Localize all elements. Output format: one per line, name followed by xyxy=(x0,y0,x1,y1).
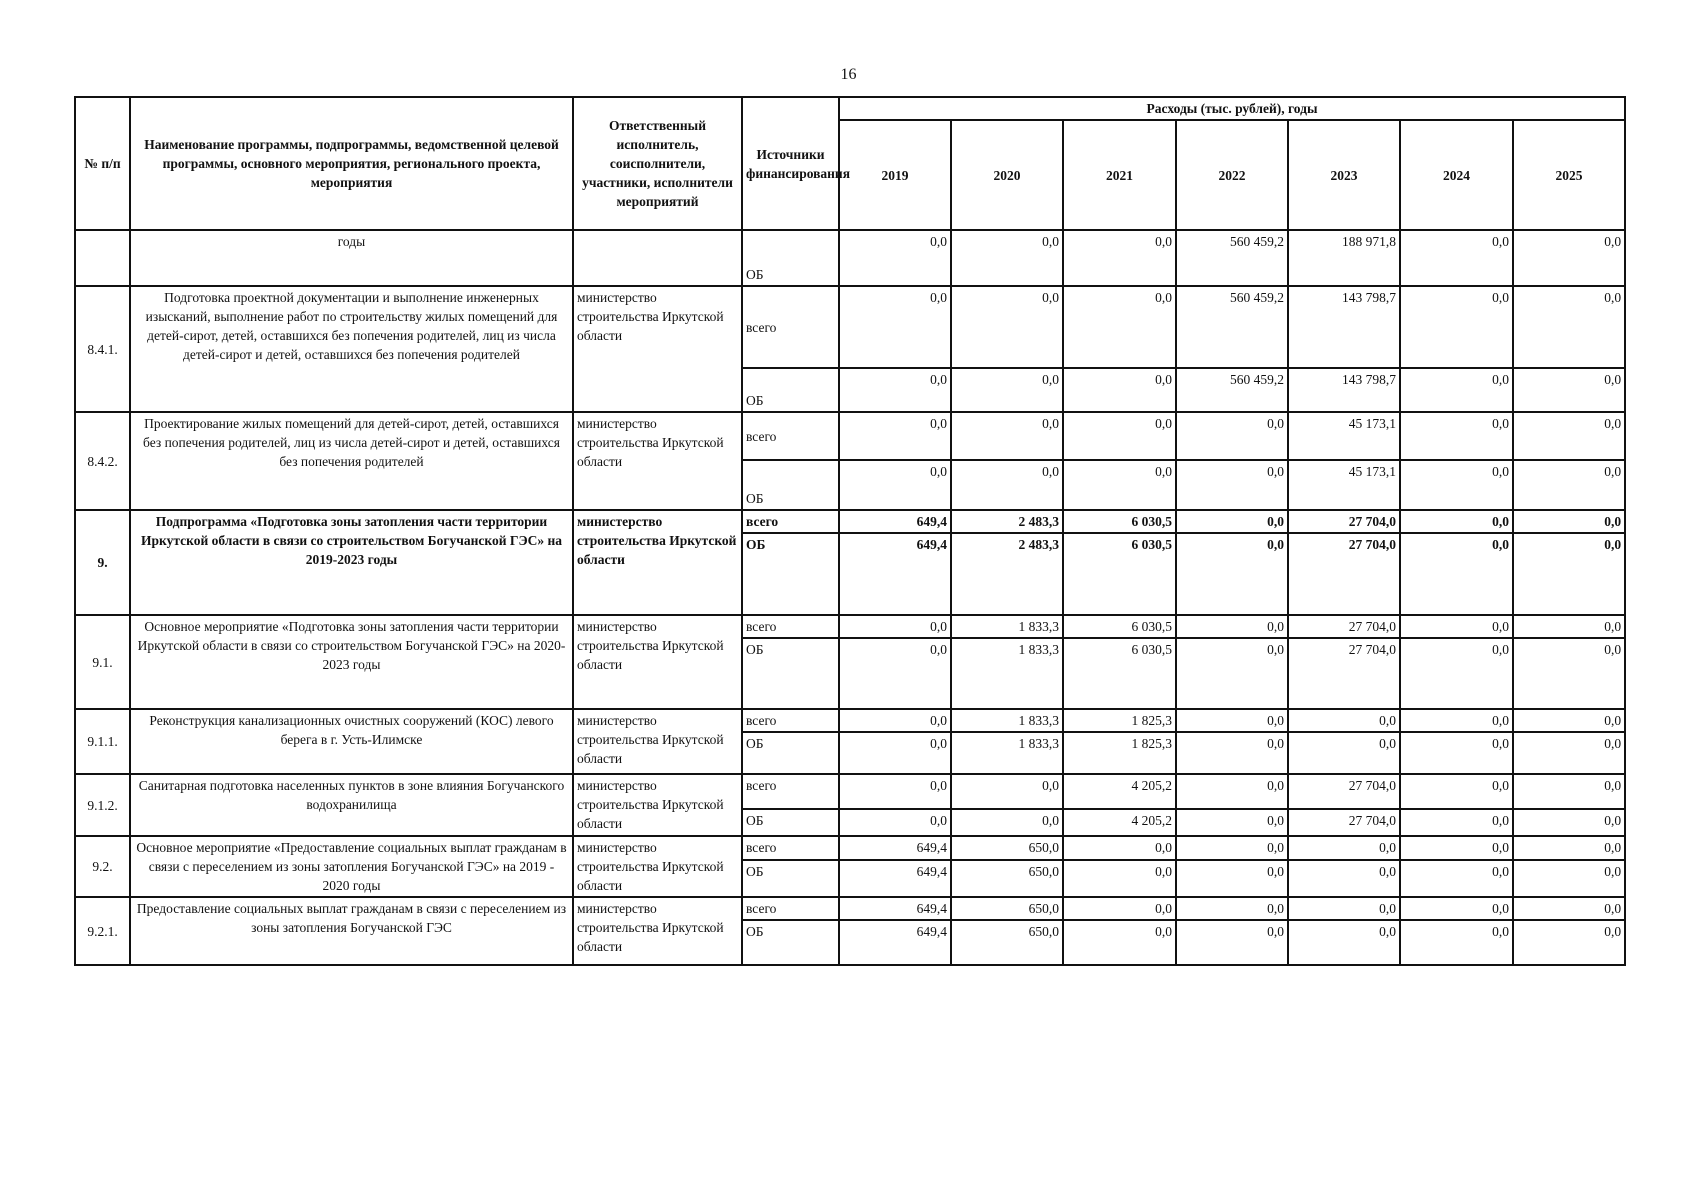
header-name: Наименование программы, подпрограммы, ведомственной целевой программы, основного мероприятия, регионального проекта, мероприятия xyxy=(130,97,573,230)
value-cell: 4 205,2 xyxy=(1063,774,1176,809)
row-name: Проектирование жилых помещений для детей-сирот, детей, оставшихся без попечения родителей, лиц из числа детей-сирот и детей, оставшихся без попечения родителей xyxy=(130,412,573,510)
row-source: всего xyxy=(742,709,839,732)
value-cell: 6 030,5 xyxy=(1063,533,1176,615)
value-cell: 0,0 xyxy=(1063,286,1176,368)
value-cell: 0,0 xyxy=(1400,230,1513,286)
value-cell: 0,0 xyxy=(839,774,951,809)
row-responsible xyxy=(573,230,742,286)
value-cell: 560 459,2 xyxy=(1176,286,1288,368)
value-cell: 0,0 xyxy=(951,412,1063,460)
value-cell: 2 483,3 xyxy=(951,510,1063,533)
value-cell: 0,0 xyxy=(1513,368,1625,412)
value-cell: 0,0 xyxy=(1513,460,1625,510)
header-year: 2024 xyxy=(1400,120,1513,230)
value-cell: 0,0 xyxy=(951,809,1063,836)
value-cell: 0,0 xyxy=(839,638,951,709)
row-responsible: министерство строительства Иркутской области xyxy=(573,897,742,965)
header-year: 2020 xyxy=(951,120,1063,230)
value-cell: 0,0 xyxy=(1400,897,1513,920)
row-number: 9.2. xyxy=(75,836,130,897)
value-cell: 0,0 xyxy=(839,368,951,412)
value-cell: 0,0 xyxy=(1400,533,1513,615)
row-source: ОБ xyxy=(742,533,839,615)
value-cell: 0,0 xyxy=(1400,412,1513,460)
value-cell: 1 833,3 xyxy=(951,615,1063,638)
row-source: всего xyxy=(742,774,839,809)
value-cell: 0,0 xyxy=(839,460,951,510)
row-source: ОБ xyxy=(742,368,839,412)
value-cell: 0,0 xyxy=(1400,286,1513,368)
row-number: 9.2.1. xyxy=(75,897,130,965)
value-cell: 6 030,5 xyxy=(1063,615,1176,638)
value-cell: 0,0 xyxy=(1513,638,1625,709)
header-source: Источники финансирования xyxy=(742,97,839,230)
table-row xyxy=(75,510,1625,533)
value-cell: 0,0 xyxy=(1400,774,1513,809)
row-name: Основное мероприятие «Подготовка зоны затопления части территории Иркутской области в связи со строительством Богучанской ГЭС» на 2020-2023 годы xyxy=(130,615,573,709)
value-cell: 560 459,2 xyxy=(1176,368,1288,412)
value-cell: 0,0 xyxy=(1400,615,1513,638)
value-cell: 0,0 xyxy=(1176,860,1288,897)
row-source: всего xyxy=(742,615,839,638)
row-source: ОБ xyxy=(742,230,839,286)
value-cell: 0,0 xyxy=(1400,920,1513,965)
value-cell: 0,0 xyxy=(1513,809,1625,836)
row-source: всего xyxy=(742,412,839,460)
value-cell: 0,0 xyxy=(1513,732,1625,774)
value-cell: 0,0 xyxy=(1063,368,1176,412)
row-name: Реконструкция канализационных очистных сооружений (КОС) левого берега в г. Усть-Илимске xyxy=(130,709,573,774)
value-cell: 0,0 xyxy=(951,286,1063,368)
value-cell: 649,4 xyxy=(839,920,951,965)
value-cell: 0,0 xyxy=(951,774,1063,809)
value-cell: 0,0 xyxy=(1063,230,1176,286)
value-cell: 0,0 xyxy=(1400,836,1513,860)
row-responsible: министерство строительства Иркутской области xyxy=(573,774,742,836)
table-row xyxy=(75,774,1625,809)
value-cell: 0,0 xyxy=(1176,510,1288,533)
value-cell: 0,0 xyxy=(1063,897,1176,920)
row-name: Основное мероприятие «Предоставление социальных выплат гражданам в связи с переселением из зоны затопления Богучанской ГЭС» на 2019 - 2020 годы xyxy=(130,836,573,897)
row-number: 8.4.2. xyxy=(75,412,130,510)
value-cell: 0,0 xyxy=(1176,460,1288,510)
row-name: Подпрограмма «Подготовка зоны затопления части территории Иркутской области в связи со строительством Богучанской ГЭС» на 2019-2023 годы xyxy=(130,510,573,615)
row-source: ОБ xyxy=(742,638,839,709)
value-cell: 0,0 xyxy=(839,230,951,286)
value-cell: 1 825,3 xyxy=(1063,732,1176,774)
value-cell: 0,0 xyxy=(1400,709,1513,732)
value-cell: 650,0 xyxy=(951,897,1063,920)
row-source: всего xyxy=(742,836,839,860)
row-source: всего xyxy=(742,897,839,920)
row-source: всего xyxy=(742,286,839,368)
value-cell: 0,0 xyxy=(839,286,951,368)
value-cell: 143 798,7 xyxy=(1288,286,1400,368)
value-cell: 6 030,5 xyxy=(1063,638,1176,709)
header-year: 2022 xyxy=(1176,120,1288,230)
budget-table xyxy=(74,96,1626,966)
value-cell: 0,0 xyxy=(1176,615,1288,638)
table-row xyxy=(75,412,1625,460)
row-source: ОБ xyxy=(742,860,839,897)
value-cell: 0,0 xyxy=(1063,860,1176,897)
value-cell: 0,0 xyxy=(1513,615,1625,638)
row-number: 9.1.2. xyxy=(75,774,130,836)
value-cell: 0,0 xyxy=(1400,732,1513,774)
value-cell: 0,0 xyxy=(1513,286,1625,368)
value-cell: 0,0 xyxy=(1288,860,1400,897)
value-cell: 27 704,0 xyxy=(1288,533,1400,615)
value-cell: 0,0 xyxy=(951,230,1063,286)
value-cell: 0,0 xyxy=(1513,510,1625,533)
value-cell: 0,0 xyxy=(1176,897,1288,920)
value-cell: 0,0 xyxy=(1513,836,1625,860)
table-header xyxy=(75,97,1625,230)
row-source: ОБ xyxy=(742,732,839,774)
value-cell: 0,0 xyxy=(839,809,951,836)
header-year: 2019 xyxy=(839,120,951,230)
value-cell: 27 704,0 xyxy=(1288,809,1400,836)
value-cell: 0,0 xyxy=(1176,836,1288,860)
value-cell: 0,0 xyxy=(1176,809,1288,836)
value-cell: 649,4 xyxy=(839,510,951,533)
value-cell: 27 704,0 xyxy=(1288,774,1400,809)
value-cell: 0,0 xyxy=(1288,709,1400,732)
table-row xyxy=(75,709,1625,732)
value-cell: 0,0 xyxy=(1400,510,1513,533)
header-year: 2021 xyxy=(1063,120,1176,230)
value-cell: 0,0 xyxy=(1176,732,1288,774)
value-cell: 649,4 xyxy=(839,836,951,860)
value-cell: 1 833,3 xyxy=(951,638,1063,709)
value-cell: 1 825,3 xyxy=(1063,709,1176,732)
value-cell: 45 173,1 xyxy=(1288,460,1400,510)
value-cell: 0,0 xyxy=(1176,533,1288,615)
value-cell: 649,4 xyxy=(839,860,951,897)
row-responsible: министерство строительства Иркутской области xyxy=(573,836,742,897)
value-cell: 0,0 xyxy=(1400,638,1513,709)
header-expenses: Расходы (тыс. рублей), годы xyxy=(839,97,1625,120)
value-cell: 649,4 xyxy=(839,897,951,920)
value-cell: 0,0 xyxy=(1288,836,1400,860)
row-number: 9. xyxy=(75,510,130,615)
row-source: ОБ xyxy=(742,809,839,836)
row-responsible: министерство строительства Иркутской области xyxy=(573,286,742,412)
value-cell: 0,0 xyxy=(1063,836,1176,860)
value-cell: 0,0 xyxy=(1513,920,1625,965)
table-row xyxy=(75,230,1625,286)
value-cell: 0,0 xyxy=(1513,230,1625,286)
row-number: 9.1. xyxy=(75,615,130,709)
value-cell: 0,0 xyxy=(1176,774,1288,809)
value-cell: 2 483,3 xyxy=(951,533,1063,615)
value-cell: 0,0 xyxy=(1513,412,1625,460)
value-cell: 143 798,7 xyxy=(1288,368,1400,412)
header-num: № п/п xyxy=(75,97,130,230)
value-cell: 188 971,8 xyxy=(1288,230,1400,286)
table-row xyxy=(75,836,1625,860)
value-cell: 0,0 xyxy=(1400,809,1513,836)
value-cell: 0,0 xyxy=(1288,732,1400,774)
value-cell: 0,0 xyxy=(1400,368,1513,412)
value-cell: 0,0 xyxy=(1176,920,1288,965)
row-source: ОБ xyxy=(742,920,839,965)
header-year: 2025 xyxy=(1513,120,1625,230)
value-cell: 0,0 xyxy=(1513,860,1625,897)
value-cell: 0,0 xyxy=(839,732,951,774)
row-responsible: министерство строительства Иркутской области xyxy=(573,510,742,615)
value-cell: 0,0 xyxy=(1063,920,1176,965)
value-cell: 0,0 xyxy=(1513,774,1625,809)
value-cell: 0,0 xyxy=(1513,533,1625,615)
value-cell: 0,0 xyxy=(1513,709,1625,732)
row-name: Предоставление социальных выплат гражданам в связи с переселением из зоны затопления Богучанской ГЭС xyxy=(130,897,573,965)
page-number: 16 xyxy=(840,66,857,83)
row-name: Подготовка проектной документации и выполнение инженерных изысканий, выполнение работ по строительству жилых помещений для детей-сирот, детей, оставшихся без попечения родителей, лиц из числа детей-сирот и детей, оставшихся без попечения родителей xyxy=(130,286,573,412)
row-responsible: министерство строительства Иркутской области xyxy=(573,709,742,774)
value-cell: 0,0 xyxy=(1176,412,1288,460)
value-cell: 0,0 xyxy=(1063,460,1176,510)
value-cell: 650,0 xyxy=(951,860,1063,897)
value-cell: 27 704,0 xyxy=(1288,615,1400,638)
value-cell: 0,0 xyxy=(1288,897,1400,920)
header-responsible: Ответственный исполнитель, соисполнители, участники, исполнители мероприятий xyxy=(573,97,742,230)
value-cell: 0,0 xyxy=(1176,709,1288,732)
header-year: 2023 xyxy=(1288,120,1400,230)
value-cell: 0,0 xyxy=(1400,860,1513,897)
value-cell: 0,0 xyxy=(839,615,951,638)
row-number xyxy=(75,230,130,286)
value-cell: 27 704,0 xyxy=(1288,638,1400,709)
row-name: годы xyxy=(130,230,573,286)
value-cell: 0,0 xyxy=(951,460,1063,510)
value-cell: 0,0 xyxy=(1288,920,1400,965)
row-name: Санитарная подготовка населенных пунктов в зоне влияния Богучанского водохранилища xyxy=(130,774,573,836)
value-cell: 560 459,2 xyxy=(1176,230,1288,286)
value-cell: 27 704,0 xyxy=(1288,510,1400,533)
value-cell: 0,0 xyxy=(951,368,1063,412)
value-cell: 1 833,3 xyxy=(951,709,1063,732)
value-cell: 6 030,5 xyxy=(1063,510,1176,533)
value-cell: 650,0 xyxy=(951,920,1063,965)
value-cell: 0,0 xyxy=(1063,412,1176,460)
row-number: 9.1.1. xyxy=(75,709,130,774)
value-cell: 0,0 xyxy=(1176,638,1288,709)
row-source: ОБ xyxy=(742,460,839,510)
value-cell: 0,0 xyxy=(839,412,951,460)
value-cell: 0,0 xyxy=(839,709,951,732)
row-responsible: министерство строительства Иркутской области xyxy=(573,412,742,510)
row-responsible: министерство строительства Иркутской области xyxy=(573,615,742,709)
value-cell: 0,0 xyxy=(1400,460,1513,510)
value-cell: 4 205,2 xyxy=(1063,809,1176,836)
table-row xyxy=(75,286,1625,368)
value-cell: 0,0 xyxy=(1513,897,1625,920)
row-source: всего xyxy=(742,510,839,533)
value-cell: 1 833,3 xyxy=(951,732,1063,774)
value-cell: 649,4 xyxy=(839,533,951,615)
table-row xyxy=(75,897,1625,920)
row-number: 8.4.1. xyxy=(75,286,130,412)
table-row xyxy=(75,615,1625,638)
value-cell: 45 173,1 xyxy=(1288,412,1400,460)
value-cell: 650,0 xyxy=(951,836,1063,860)
